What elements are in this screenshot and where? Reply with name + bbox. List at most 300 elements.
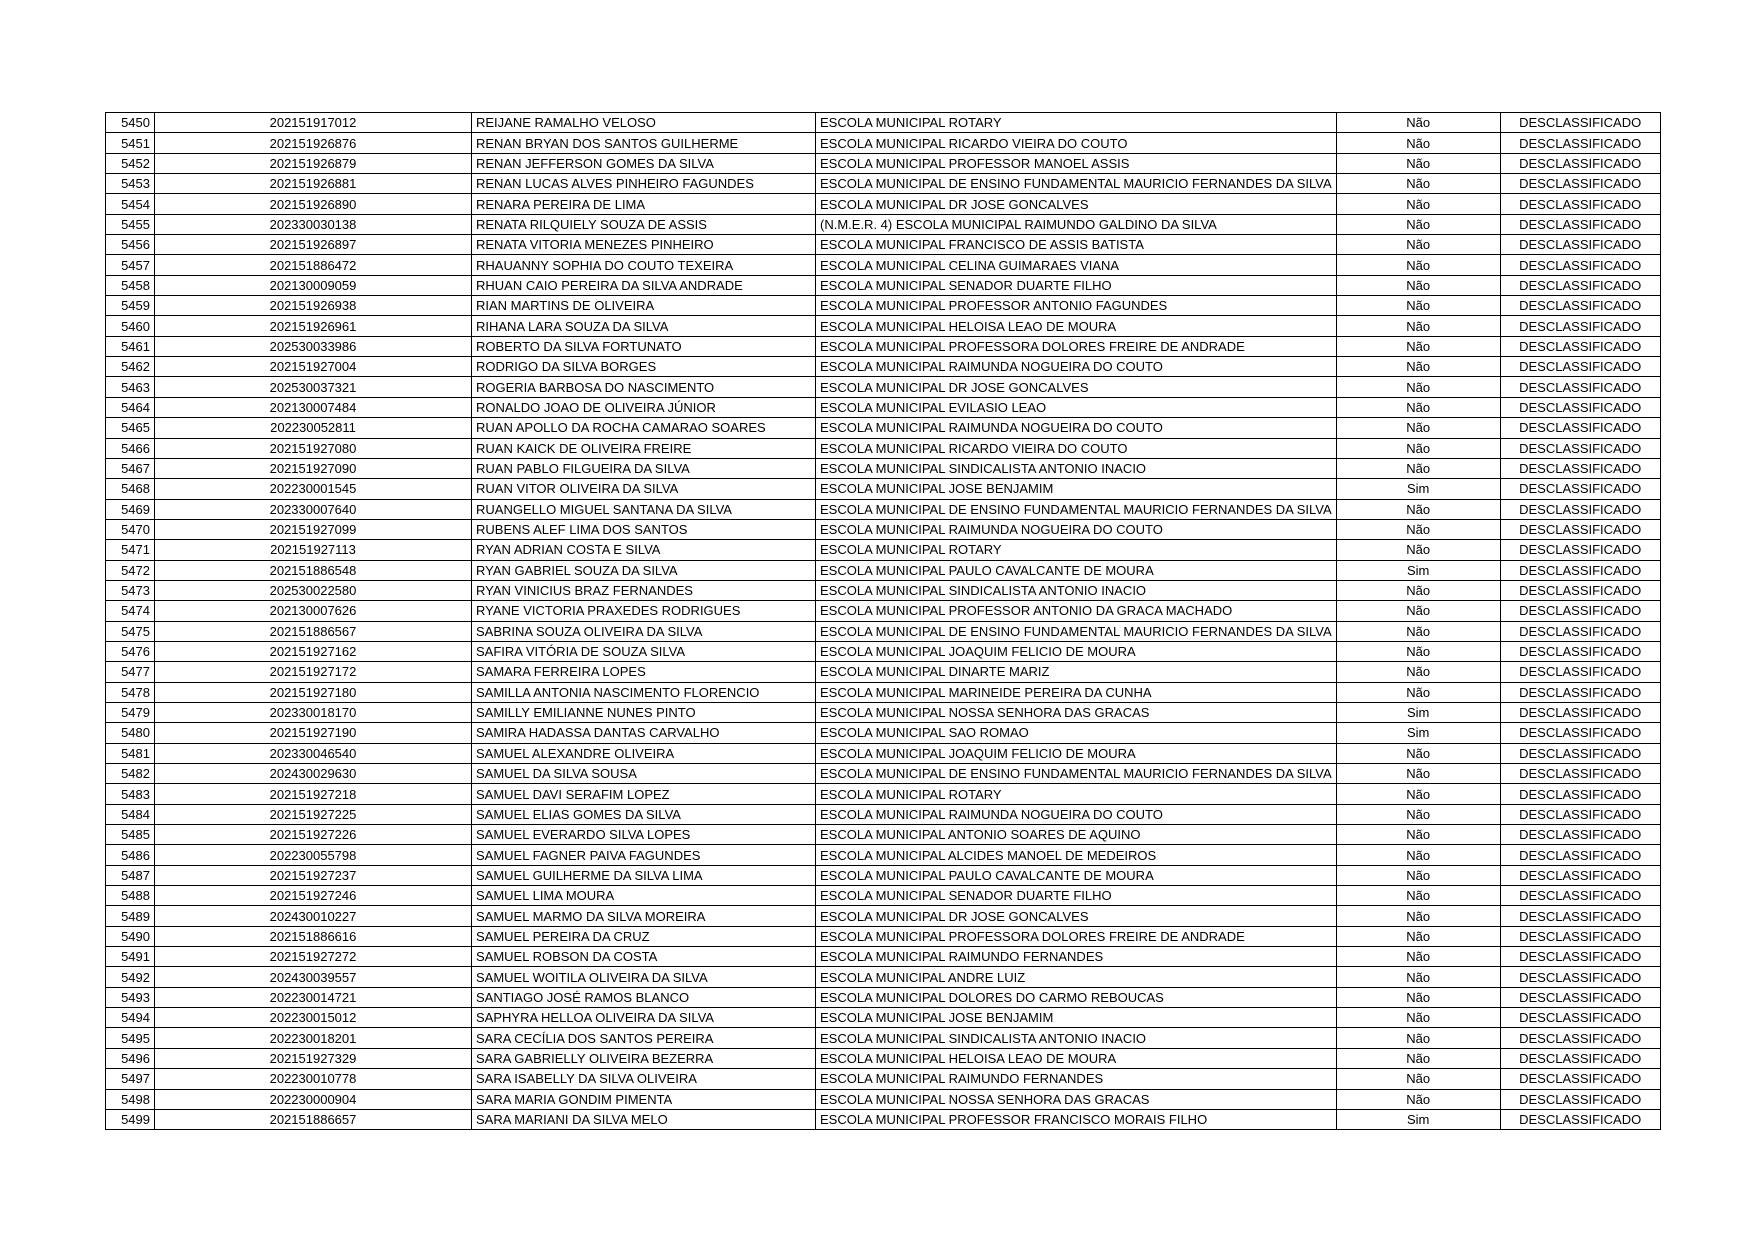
student-name-cell: SAMIRA HADASSA DANTAS CARVALHO — [472, 723, 816, 743]
status-cell: DESCLASSIFICADO — [1500, 723, 1660, 743]
school-name-cell: ESCOLA MUNICIPAL RICARDO VIEIRA DO COUTO — [816, 133, 1337, 153]
school-name-cell: ESCOLA MUNICIPAL ROTARY — [816, 540, 1337, 560]
school-name-cell: ESCOLA MUNICIPAL SENADOR DUARTE FILHO — [816, 275, 1337, 295]
row-index-cell: 5497 — [106, 1069, 155, 1089]
table-row — [106, 1089, 1661, 1109]
status-cell: DESCLASSIFICADO — [1500, 987, 1660, 1007]
student-name-cell: SAMUEL DAVI SERAFIM LOPEZ — [472, 784, 816, 804]
status-cell: DESCLASSIFICADO — [1500, 540, 1660, 560]
student-name-cell: SAMUEL ROBSON DA COSTA — [472, 947, 816, 967]
row-index-cell: 5458 — [106, 275, 155, 295]
registration-number-cell: 202530037321 — [155, 377, 472, 397]
registration-number-cell: 202130007484 — [155, 397, 472, 417]
table-row — [106, 438, 1661, 458]
student-name-cell: RUAN APOLLO DA ROCHA CAMARAO SOARES — [472, 418, 816, 438]
school-name-cell: ESCOLA MUNICIPAL MARINEIDE PEREIRA DA CUNHA — [816, 682, 1337, 702]
status-cell: DESCLASSIFICADO — [1500, 438, 1660, 458]
status-cell: DESCLASSIFICADO — [1500, 214, 1660, 234]
status-cell: DESCLASSIFICADO — [1500, 743, 1660, 763]
table-row — [106, 1008, 1661, 1028]
status-cell: DESCLASSIFICADO — [1500, 174, 1660, 194]
student-name-cell: SARA GABRIELLY OLIVEIRA BEZERRA — [472, 1048, 816, 1068]
flag-cell: Não — [1336, 926, 1500, 946]
school-name-cell: ESCOLA MUNICIPAL DR JOSE GONCALVES — [816, 377, 1337, 397]
row-index-cell: 5496 — [106, 1048, 155, 1068]
school-name-cell: ESCOLA MUNICIPAL EVILASIO LEAO — [816, 397, 1337, 417]
table-row — [106, 113, 1661, 133]
row-index-cell: 5495 — [106, 1028, 155, 1048]
row-index-cell: 5461 — [106, 336, 155, 356]
student-name-cell: SARA CECÍLIA DOS SANTOS PEREIRA — [472, 1028, 816, 1048]
table-row — [106, 723, 1661, 743]
row-index-cell: 5494 — [106, 1008, 155, 1028]
table-row — [106, 519, 1661, 539]
table-row — [106, 743, 1661, 763]
table-row — [106, 967, 1661, 987]
school-name-cell: ESCOLA MUNICIPAL RAIMUNDO FERNANDES — [816, 947, 1337, 967]
table-row — [106, 662, 1661, 682]
table-row — [106, 804, 1661, 824]
table-row — [106, 458, 1661, 478]
table-row — [106, 601, 1661, 621]
row-index-cell: 5462 — [106, 357, 155, 377]
status-cell: DESCLASSIFICADO — [1500, 113, 1660, 133]
school-name-cell: ESCOLA MUNICIPAL DE ENSINO FUNDAMENTAL MAURICIO FERNANDES DA SILVA — [816, 621, 1337, 641]
row-index-cell: 5469 — [106, 499, 155, 519]
flag-cell: Sim — [1336, 702, 1500, 722]
row-index-cell: 5467 — [106, 458, 155, 478]
table-row — [106, 865, 1661, 885]
status-cell: DESCLASSIFICADO — [1500, 397, 1660, 417]
status-cell: DESCLASSIFICADO — [1500, 519, 1660, 539]
table-row — [106, 133, 1661, 153]
row-index-cell: 5498 — [106, 1089, 155, 1109]
student-name-cell: SAFIRA VITÓRIA DE SOUZA SILVA — [472, 641, 816, 661]
student-name-cell: RENATA RILQUIELY SOUZA DE ASSIS — [472, 214, 816, 234]
school-name-cell: ESCOLA MUNICIPAL JOAQUIM FELICIO DE MOURA — [816, 743, 1337, 763]
school-name-cell: ESCOLA MUNICIPAL SINDICALISTA ANTONIO INACIO — [816, 580, 1337, 600]
status-cell: DESCLASSIFICADO — [1500, 906, 1660, 926]
status-cell: DESCLASSIFICADO — [1500, 702, 1660, 722]
flag-cell: Não — [1336, 804, 1500, 824]
school-name-cell: ESCOLA MUNICIPAL RAIMUNDA NOGUEIRA DO COUTO — [816, 418, 1337, 438]
row-index-cell: 5475 — [106, 621, 155, 641]
flag-cell: Não — [1336, 886, 1500, 906]
table-row — [106, 560, 1661, 580]
flag-cell: Não — [1336, 987, 1500, 1007]
status-cell: DESCLASSIFICADO — [1500, 662, 1660, 682]
table-row — [106, 926, 1661, 946]
student-name-cell: RENATA VITORIA MENEZES PINHEIRO — [472, 235, 816, 255]
row-index-cell: 5491 — [106, 947, 155, 967]
row-index-cell: 5479 — [106, 702, 155, 722]
flag-cell: Não — [1336, 357, 1500, 377]
flag-cell: Não — [1336, 621, 1500, 641]
flag-cell: Não — [1336, 397, 1500, 417]
school-name-cell: (N.M.E.R. 4) ESCOLA MUNICIPAL RAIMUNDO GALDINO DA SILVA — [816, 214, 1337, 234]
flag-cell: Não — [1336, 133, 1500, 153]
row-index-cell: 5490 — [106, 926, 155, 946]
registration-number-cell: 202530033986 — [155, 336, 472, 356]
registration-number-cell: 202151927329 — [155, 1048, 472, 1068]
student-name-cell: RENAN LUCAS ALVES PINHEIRO FAGUNDES — [472, 174, 816, 194]
student-name-cell: RHAUANNY SOPHIA DO COUTO TEXEIRA — [472, 255, 816, 275]
school-name-cell: ESCOLA MUNICIPAL DOLORES DO CARMO REBOUCAS — [816, 987, 1337, 1007]
row-index-cell: 5476 — [106, 641, 155, 661]
registration-number-cell: 202151927246 — [155, 886, 472, 906]
student-name-cell: RYAN ADRIAN COSTA E SILVA — [472, 540, 816, 560]
flag-cell: Não — [1336, 1089, 1500, 1109]
school-name-cell: ESCOLA MUNICIPAL PROFESSOR ANTONIO FAGUNDES — [816, 296, 1337, 316]
table-row — [106, 682, 1661, 702]
registration-number-cell: 202151917012 — [155, 113, 472, 133]
student-name-cell: SAMUEL EVERARDO SILVA LOPES — [472, 825, 816, 845]
student-name-cell: RODRIGO DA SILVA BORGES — [472, 357, 816, 377]
flag-cell: Não — [1336, 764, 1500, 784]
registration-number-cell: 202230018201 — [155, 1028, 472, 1048]
table-row — [106, 214, 1661, 234]
registration-number-cell: 202151927225 — [155, 804, 472, 824]
student-name-cell: RIAN MARTINS DE OLIVEIRA — [472, 296, 816, 316]
student-name-cell: RYAN VINICIUS BRAZ FERNANDES — [472, 580, 816, 600]
table-row — [106, 296, 1661, 316]
status-cell: DESCLASSIFICADO — [1500, 1069, 1660, 1089]
row-index-cell: 5483 — [106, 784, 155, 804]
flag-cell: Não — [1336, 296, 1500, 316]
row-index-cell: 5457 — [106, 255, 155, 275]
student-name-cell: SAMUEL ELIAS GOMES DA SILVA — [472, 804, 816, 824]
table-row — [106, 418, 1661, 438]
row-index-cell: 5472 — [106, 560, 155, 580]
table-row — [106, 153, 1661, 173]
school-name-cell: ESCOLA MUNICIPAL NOSSA SENHORA DAS GRACAS — [816, 702, 1337, 722]
row-index-cell: 5471 — [106, 540, 155, 560]
flag-cell: Não — [1336, 336, 1500, 356]
flag-cell: Não — [1336, 235, 1500, 255]
student-name-cell: SARA MARIA GONDIM PIMENTA — [472, 1089, 816, 1109]
row-index-cell: 5460 — [106, 316, 155, 336]
school-name-cell: ESCOLA MUNICIPAL ROTARY — [816, 113, 1337, 133]
student-name-cell: SAMUEL DA SILVA SOUSA — [472, 764, 816, 784]
flag-cell: Não — [1336, 458, 1500, 478]
school-name-cell: ESCOLA MUNICIPAL DR JOSE GONCALVES — [816, 906, 1337, 926]
status-cell: DESCLASSIFICADO — [1500, 1008, 1660, 1028]
status-cell: DESCLASSIFICADO — [1500, 499, 1660, 519]
registration-number-cell: 202151927180 — [155, 682, 472, 702]
registration-number-cell: 202151926961 — [155, 316, 472, 336]
school-name-cell: ESCOLA MUNICIPAL PROFESSOR FRANCISCO MORAIS FILHO — [816, 1109, 1337, 1129]
table-row — [106, 764, 1661, 784]
row-index-cell: 5488 — [106, 886, 155, 906]
table-row — [106, 906, 1661, 926]
row-index-cell: 5477 — [106, 662, 155, 682]
school-name-cell: ESCOLA MUNICIPAL JOSE BENJAMIM — [816, 479, 1337, 499]
registration-number-cell: 202151927226 — [155, 825, 472, 845]
table-row — [106, 397, 1661, 417]
row-index-cell: 5492 — [106, 967, 155, 987]
status-cell: DESCLASSIFICADO — [1500, 886, 1660, 906]
school-name-cell: ESCOLA MUNICIPAL PAULO CAVALCANTE DE MOURA — [816, 560, 1337, 580]
flag-cell: Não — [1336, 194, 1500, 214]
registration-number-cell: 202151927162 — [155, 641, 472, 661]
table-row — [106, 947, 1661, 967]
status-cell: DESCLASSIFICADO — [1500, 418, 1660, 438]
student-name-cell: SAMUEL MARMO DA SILVA MOREIRA — [472, 906, 816, 926]
status-cell: DESCLASSIFICADO — [1500, 926, 1660, 946]
classification-table — [105, 112, 1661, 1130]
school-name-cell: ESCOLA MUNICIPAL PROFESSORA DOLORES FREIRE DE ANDRADE — [816, 336, 1337, 356]
student-name-cell: RENAN BRYAN DOS SANTOS GUILHERME — [472, 133, 816, 153]
student-name-cell: SAMUEL PEREIRA DA CRUZ — [472, 926, 816, 946]
flag-cell: Não — [1336, 580, 1500, 600]
row-index-cell: 5465 — [106, 418, 155, 438]
flag-cell: Não — [1336, 377, 1500, 397]
flag-cell: Não — [1336, 947, 1500, 967]
status-cell: DESCLASSIFICADO — [1500, 621, 1660, 641]
flag-cell: Não — [1336, 682, 1500, 702]
registration-number-cell: 202330018170 — [155, 702, 472, 722]
school-name-cell: ESCOLA MUNICIPAL PAULO CAVALCANTE DE MOURA — [816, 865, 1337, 885]
registration-number-cell: 202530022580 — [155, 580, 472, 600]
student-name-cell: RENARA PEREIRA DE LIMA — [472, 194, 816, 214]
flag-cell: Não — [1336, 1048, 1500, 1068]
flag-cell: Sim — [1336, 1109, 1500, 1129]
school-name-cell: ESCOLA MUNICIPAL ANDRE LUIZ — [816, 967, 1337, 987]
row-index-cell: 5480 — [106, 723, 155, 743]
table-row — [106, 540, 1661, 560]
registration-number-cell: 202151927272 — [155, 947, 472, 967]
row-index-cell: 5452 — [106, 153, 155, 173]
table-row — [106, 1048, 1661, 1068]
row-index-cell: 5499 — [106, 1109, 155, 1129]
registration-number-cell: 202151926876 — [155, 133, 472, 153]
school-name-cell: ESCOLA MUNICIPAL NOSSA SENHORA DAS GRACAS — [816, 1089, 1337, 1109]
student-name-cell: SAMUEL GUILHERME DA SILVA LIMA — [472, 865, 816, 885]
status-cell: DESCLASSIFICADO — [1500, 580, 1660, 600]
school-name-cell: ESCOLA MUNICIPAL DR JOSE GONCALVES — [816, 194, 1337, 214]
registration-number-cell: 202230015012 — [155, 1008, 472, 1028]
table-row — [106, 1028, 1661, 1048]
table-row — [106, 845, 1661, 865]
registration-number-cell: 202130007626 — [155, 601, 472, 621]
student-name-cell: SABRINA SOUZA OLIVEIRA DA SILVA — [472, 621, 816, 641]
student-name-cell: ROBERTO DA SILVA FORTUNATO — [472, 336, 816, 356]
flag-cell: Não — [1336, 906, 1500, 926]
row-index-cell: 5456 — [106, 235, 155, 255]
registration-number-cell: 202151886616 — [155, 926, 472, 946]
student-name-cell: SAMILLY EMILIANNE NUNES PINTO — [472, 702, 816, 722]
row-index-cell: 5486 — [106, 845, 155, 865]
student-name-cell: SAPHYRA HELLOA OLIVEIRA DA SILVA — [472, 1008, 816, 1028]
status-cell: DESCLASSIFICADO — [1500, 947, 1660, 967]
school-name-cell: ESCOLA MUNICIPAL HELOISA LEAO DE MOURA — [816, 316, 1337, 336]
flag-cell: Não — [1336, 662, 1500, 682]
row-index-cell: 5473 — [106, 580, 155, 600]
flag-cell: Não — [1336, 275, 1500, 295]
student-name-cell: RIHANA LARA SOUZA DA SILVA — [472, 316, 816, 336]
student-name-cell: REIJANE RAMALHO VELOSO — [472, 113, 816, 133]
row-index-cell: 5466 — [106, 438, 155, 458]
student-name-cell: RUAN VITOR OLIVEIRA DA SILVA — [472, 479, 816, 499]
student-name-cell: RUAN KAICK DE OLIVEIRA FREIRE — [472, 438, 816, 458]
flag-cell: Não — [1336, 540, 1500, 560]
status-cell: DESCLASSIFICADO — [1500, 1028, 1660, 1048]
row-index-cell: 5464 — [106, 397, 155, 417]
student-name-cell: RUANGELLO MIGUEL SANTANA DA SILVA — [472, 499, 816, 519]
registration-number-cell: 202230014721 — [155, 987, 472, 1007]
table-row — [106, 987, 1661, 1007]
student-name-cell: SARA ISABELLY DA SILVA OLIVEIRA — [472, 1069, 816, 1089]
flag-cell: Não — [1336, 1008, 1500, 1028]
flag-cell: Não — [1336, 1028, 1500, 1048]
table-row — [106, 784, 1661, 804]
school-name-cell: ESCOLA MUNICIPAL SAO ROMAO — [816, 723, 1337, 743]
row-index-cell: 5489 — [106, 906, 155, 926]
status-cell: DESCLASSIFICADO — [1500, 458, 1660, 478]
registration-number-cell: 202330030138 — [155, 214, 472, 234]
flag-cell: Não — [1336, 153, 1500, 173]
table-row — [106, 886, 1661, 906]
school-name-cell: ESCOLA MUNICIPAL SENADOR DUARTE FILHO — [816, 886, 1337, 906]
registration-number-cell: 202230001545 — [155, 479, 472, 499]
school-name-cell: ESCOLA MUNICIPAL SINDICALISTA ANTONIO INACIO — [816, 458, 1337, 478]
registration-number-cell: 202151927080 — [155, 438, 472, 458]
student-name-cell: SAMUEL ALEXANDRE OLIVEIRA — [472, 743, 816, 763]
flag-cell: Não — [1336, 865, 1500, 885]
registration-number-cell: 202151927113 — [155, 540, 472, 560]
school-name-cell: ESCOLA MUNICIPAL ROTARY — [816, 784, 1337, 804]
school-name-cell: ESCOLA MUNICIPAL RAIMUNDA NOGUEIRA DO COUTO — [816, 804, 1337, 824]
status-cell: DESCLASSIFICADO — [1500, 479, 1660, 499]
flag-cell: Não — [1336, 1069, 1500, 1089]
status-cell: DESCLASSIFICADO — [1500, 1089, 1660, 1109]
registration-number-cell: 202230052811 — [155, 418, 472, 438]
row-index-cell: 5450 — [106, 113, 155, 133]
flag-cell: Não — [1336, 519, 1500, 539]
registration-number-cell: 202151886657 — [155, 1109, 472, 1129]
flag-cell: Não — [1336, 255, 1500, 275]
table-row — [106, 621, 1661, 641]
student-name-cell: RUBENS ALEF LIMA DOS SANTOS — [472, 519, 816, 539]
status-cell: DESCLASSIFICADO — [1500, 601, 1660, 621]
table-row — [106, 825, 1661, 845]
table-row — [106, 641, 1661, 661]
school-name-cell: ESCOLA MUNICIPAL CELINA GUIMARAES VIANA — [816, 255, 1337, 275]
school-name-cell: ESCOLA MUNICIPAL DE ENSINO FUNDAMENTAL MAURICIO FERNANDES DA SILVA — [816, 764, 1337, 784]
status-cell: DESCLASSIFICADO — [1500, 1048, 1660, 1068]
school-name-cell: ESCOLA MUNICIPAL PROFESSOR MANOEL ASSIS — [816, 153, 1337, 173]
registration-number-cell: 202151927190 — [155, 723, 472, 743]
flag-cell: Não — [1336, 418, 1500, 438]
school-name-cell: ESCOLA MUNICIPAL ANTONIO SOARES DE AQUINO — [816, 825, 1337, 845]
registration-number-cell: 202151886567 — [155, 621, 472, 641]
school-name-cell: ESCOLA MUNICIPAL SINDICALISTA ANTONIO INACIO — [816, 1028, 1337, 1048]
row-index-cell: 5455 — [106, 214, 155, 234]
student-name-cell: RONALDO JOAO DE OLIVEIRA JÚNIOR — [472, 397, 816, 417]
table-row — [106, 174, 1661, 194]
flag-cell: Não — [1336, 967, 1500, 987]
table-row — [106, 377, 1661, 397]
school-name-cell: ESCOLA MUNICIPAL JOAQUIM FELICIO DE MOURA — [816, 641, 1337, 661]
row-index-cell: 5451 — [106, 133, 155, 153]
row-index-cell: 5459 — [106, 296, 155, 316]
school-name-cell: ESCOLA MUNICIPAL FRANCISCO DE ASSIS BATISTA — [816, 235, 1337, 255]
registration-number-cell: 202151926881 — [155, 174, 472, 194]
status-cell: DESCLASSIFICADO — [1500, 296, 1660, 316]
table-row — [106, 275, 1661, 295]
student-name-cell: ROGERIA BARBOSA DO NASCIMENTO — [472, 377, 816, 397]
school-name-cell: ESCOLA MUNICIPAL RAIMUNDO FERNANDES — [816, 1069, 1337, 1089]
school-name-cell: ESCOLA MUNICIPAL RAIMUNDA NOGUEIRA DO COUTO — [816, 519, 1337, 539]
status-cell: DESCLASSIFICADO — [1500, 194, 1660, 214]
flag-cell: Não — [1336, 316, 1500, 336]
table-row — [106, 235, 1661, 255]
registration-number-cell: 202151927172 — [155, 662, 472, 682]
row-index-cell: 5468 — [106, 479, 155, 499]
registration-number-cell: 202151886472 — [155, 255, 472, 275]
table-row — [106, 1109, 1661, 1129]
registration-number-cell: 202430010227 — [155, 906, 472, 926]
flag-cell: Não — [1336, 845, 1500, 865]
status-cell: DESCLASSIFICADO — [1500, 133, 1660, 153]
school-name-cell: ESCOLA MUNICIPAL PROFESSOR ANTONIO DA GRACA MACHADO — [816, 601, 1337, 621]
student-name-cell: SANTIAGO JOSÉ RAMOS BLANCO — [472, 987, 816, 1007]
status-cell: DESCLASSIFICADO — [1500, 1109, 1660, 1129]
school-name-cell: ESCOLA MUNICIPAL ALCIDES MANOEL DE MEDEIROS — [816, 845, 1337, 865]
flag-cell: Não — [1336, 601, 1500, 621]
registration-number-cell: 202230010778 — [155, 1069, 472, 1089]
row-index-cell: 5478 — [106, 682, 155, 702]
flag-cell: Sim — [1336, 723, 1500, 743]
school-name-cell: ESCOLA MUNICIPAL DE ENSINO FUNDAMENTAL MAURICIO FERNANDES DA SILVA — [816, 499, 1337, 519]
table-row — [106, 255, 1661, 275]
school-name-cell: ESCOLA MUNICIPAL JOSE BENJAMIM — [816, 1008, 1337, 1028]
status-cell: DESCLASSIFICADO — [1500, 255, 1660, 275]
flag-cell: Não — [1336, 438, 1500, 458]
flag-cell: Sim — [1336, 479, 1500, 499]
school-name-cell: ESCOLA MUNICIPAL RICARDO VIEIRA DO COUTO — [816, 438, 1337, 458]
registration-number-cell: 202230055798 — [155, 845, 472, 865]
registration-number-cell: 202151926890 — [155, 194, 472, 214]
table-row — [106, 499, 1661, 519]
status-cell: DESCLASSIFICADO — [1500, 682, 1660, 702]
school-name-cell: ESCOLA MUNICIPAL HELOISA LEAO DE MOURA — [816, 1048, 1337, 1068]
flag-cell: Não — [1336, 174, 1500, 194]
table-row — [106, 357, 1661, 377]
status-cell: DESCLASSIFICADO — [1500, 845, 1660, 865]
status-cell: DESCLASSIFICADO — [1500, 784, 1660, 804]
registration-number-cell: 202151926897 — [155, 235, 472, 255]
row-index-cell: 5485 — [106, 825, 155, 845]
flag-cell: Não — [1336, 641, 1500, 661]
status-cell: DESCLASSIFICADO — [1500, 336, 1660, 356]
row-index-cell: 5481 — [106, 743, 155, 763]
registration-number-cell: 202330046540 — [155, 743, 472, 763]
table-row — [106, 479, 1661, 499]
school-name-cell: ESCOLA MUNICIPAL RAIMUNDA NOGUEIRA DO COUTO — [816, 357, 1337, 377]
registration-number-cell: 202151926879 — [155, 153, 472, 173]
status-cell: DESCLASSIFICADO — [1500, 967, 1660, 987]
registration-number-cell: 202151927090 — [155, 458, 472, 478]
registration-number-cell: 202151886548 — [155, 560, 472, 580]
row-index-cell: 5484 — [106, 804, 155, 824]
student-name-cell: RYANE VICTORIA PRAXEDES RODRIGUES — [472, 601, 816, 621]
table-row — [106, 702, 1661, 722]
registration-number-cell: 202430029630 — [155, 764, 472, 784]
table-row — [106, 336, 1661, 356]
student-name-cell: SARA MARIANI DA SILVA MELO — [472, 1109, 816, 1129]
registration-number-cell: 202330007640 — [155, 499, 472, 519]
